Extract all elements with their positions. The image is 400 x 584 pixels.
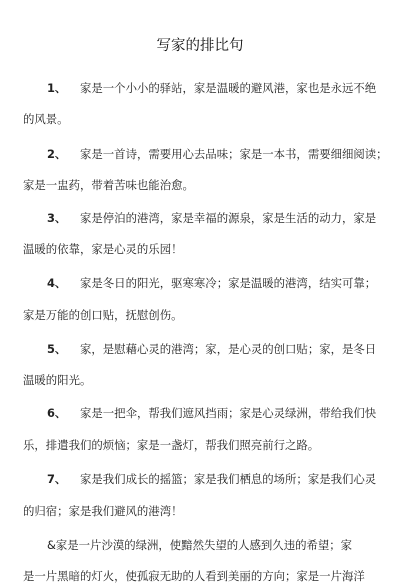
item-2-number: 2、 (47, 147, 67, 161)
item-6-line-1: 家是一把伞，帮我们遮风挡雨；家是心灵绿洲，带给我们快 (80, 406, 377, 420)
item-6-line-2: 乐，排遣我们的烦恼；家是一盏灯，帮我们照亮前行之路。 (23, 438, 320, 452)
item-6-number: 6、 (47, 406, 67, 420)
item-1-line-2: 的风景。 (23, 112, 69, 126)
item-5-number: 5、 (47, 342, 67, 356)
item-5-line-1: 家，是慰藉心灵的港湾；家，是心灵的创口贴；家，是冬日 (80, 342, 377, 356)
item-3-line-2: 温暖的依靠，家是心灵的乐园！ (23, 242, 183, 256)
item-4-number: 4、 (47, 276, 67, 290)
item-1-number: 1、 (47, 81, 67, 95)
item-4-line-1: 家是冬日的阳光，驱寒寒冷；家是温暖的港湾，结实可靠； (80, 276, 377, 290)
extra-line-1: &家是一片沙漠的绿洲，使黯然失望的人感到久违的希望；家 (47, 538, 353, 552)
item-7-line-2: 的归宿；家是我们避风的港湾！ (23, 504, 183, 518)
item-4-line-2: 家是万能的创口贴，抚慰创伤。 (23, 308, 183, 322)
item-7-line-1: 家是我们成长的摇篮；家是我们栖息的场所；家是我们心灵 (80, 472, 377, 486)
item-5-line-2: 温暖的阳光。 (23, 373, 92, 387)
item-2-line-2: 家是一盅药，带着苦味也能治愈。 (23, 178, 194, 192)
document-title: 写家的排比句 (156, 38, 244, 54)
item-3-line-1: 家是停泊的港湾，家是幸福的源泉，家是生活的动力，家是 (80, 211, 377, 225)
item-1-line-1: 家是一个小小的驿站，家是温暖的避风港，家也是永远不绝 (80, 81, 377, 95)
item-7-number: 7、 (47, 472, 67, 486)
item-3-number: 3、 (47, 211, 67, 225)
item-2-line-1: 家是一首诗，需要用心去品味；家是一本书，需要细细阅读； (80, 147, 388, 161)
extra-line-2: 是一片黑暗的灯火，使孤寂无助的人看到美丽的方向；家是一片海洋 (23, 569, 365, 583)
